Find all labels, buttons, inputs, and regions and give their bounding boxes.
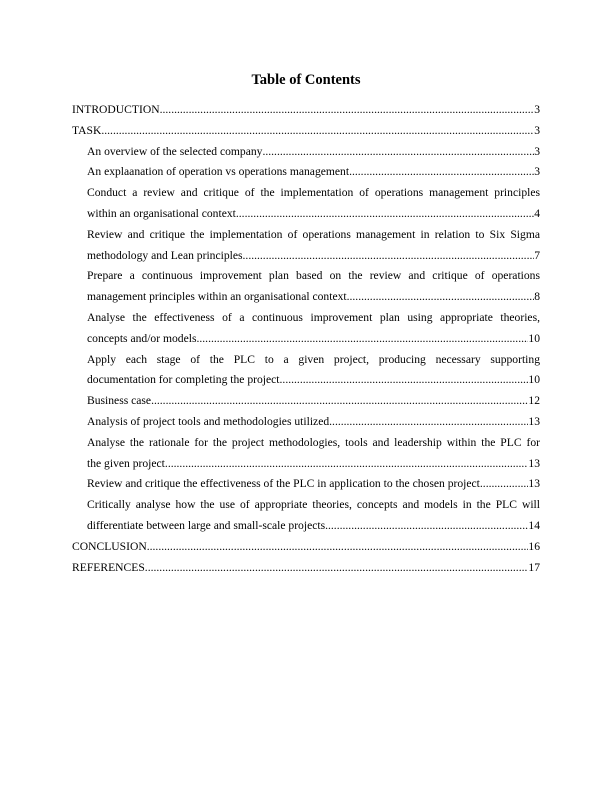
dot-leader [236, 204, 534, 225]
toc-entry-page-number[interactable]: 3 [534, 144, 540, 158]
toc-entry[interactable] [72, 558, 540, 579]
toc-entry[interactable] [72, 537, 540, 558]
toc-entry-title[interactable]: TASK [72, 123, 102, 137]
dot-leader [480, 474, 529, 495]
dot-leader [262, 142, 534, 163]
toc-entry-leader-line [72, 558, 540, 579]
toc-entry-leader-line [87, 142, 540, 163]
dot-leader [160, 100, 535, 121]
toc-entry-page-number[interactable]: 13 [528, 477, 540, 491]
toc-entry-text-line: Analyse the effectiveness of a continuous improvement plan using appropriate theories, [87, 310, 540, 324]
toc-entry-title[interactable]: concepts and/or models [87, 331, 197, 345]
toc-entry-leader-line [72, 121, 540, 142]
toc-entry-leader-line [87, 454, 540, 475]
toc-entry-page-number[interactable]: 13 [528, 414, 540, 428]
toc-entry[interactable] [72, 391, 540, 412]
toc-entry-page-number[interactable]: 13 [528, 456, 540, 470]
toc-entry-leader-line [87, 370, 540, 391]
dot-leader [329, 412, 528, 433]
toc-entry-leader-line [72, 100, 540, 121]
toc-entry[interactable] [72, 350, 540, 392]
page-title: Table of Contents [251, 72, 361, 88]
toc-entry-title[interactable]: Review and critique the effectiveness of the PLC in application to the chosen project [87, 477, 480, 491]
toc-entry-page-number[interactable]: 3 [534, 123, 540, 137]
toc-entry-leader-line [87, 391, 540, 412]
toc-entry-title[interactable]: Analysis of project tools and methodologies utilized [87, 414, 330, 428]
dot-leader [101, 121, 534, 142]
toc-entry-page-number[interactable]: 14 [528, 518, 540, 532]
toc-entry[interactable] [72, 412, 540, 433]
toc-entry-page-number[interactable]: 16 [528, 539, 540, 553]
dot-leader [243, 246, 535, 267]
dot-leader [280, 370, 529, 391]
toc-entry[interactable] [72, 433, 540, 475]
toc-entry-page-number[interactable]: 3 [534, 103, 540, 116]
toc-entry-title[interactable]: the given project [87, 456, 165, 470]
toc-entry[interactable] [72, 142, 540, 163]
dot-leader [165, 454, 528, 475]
toc-entry-leader-line [87, 474, 540, 495]
toc-entry-page-number[interactable]: 17 [528, 560, 540, 574]
toc-entry-title[interactable]: documentation for completing the project [87, 373, 280, 387]
toc-entry-title[interactable]: An explaanation of operation vs operations management [87, 165, 350, 179]
toc-entry[interactable] [72, 474, 540, 495]
toc-entry-leader-line [87, 287, 540, 308]
toc-entry-leader-line [87, 162, 540, 183]
toc-entry[interactable] [72, 266, 540, 308]
toc-entry-text-line: Apply each stage of the PLC to a given project, producing necessary supporting [87, 352, 540, 366]
dot-leader [349, 162, 534, 183]
toc-entry-page-number[interactable]: 8 [534, 290, 540, 304]
dot-leader [151, 391, 528, 412]
toc-entry-leader-line [87, 412, 540, 433]
toc-entry-page-number[interactable]: 10 [528, 373, 540, 387]
toc-entry-leader-line [72, 537, 540, 558]
toc-entry-page-number[interactable]: 7 [534, 248, 540, 262]
toc-entry-title[interactable]: management principles within an organisational context [87, 290, 347, 304]
toc-entry-page-number[interactable]: 12 [528, 394, 540, 408]
toc-entry[interactable] [72, 162, 540, 183]
toc-entry-title[interactable]: differentiate between large and small-scale projects [87, 518, 326, 532]
toc-entry[interactable] [72, 495, 540, 537]
toc-entry[interactable] [72, 100, 540, 121]
toc-entry-title[interactable]: within an organisational context [87, 206, 236, 220]
toc-entry-text-line: Critically analyse how the use of appropriate theories, concepts and models in the PLC will [87, 498, 540, 512]
toc-entry-title[interactable]: An overview of the selected company [87, 144, 263, 158]
toc-entry-title[interactable]: methodology and Lean principles [87, 248, 243, 262]
toc-entry-text-line: Review and critique the implementation of operations management in relation to Six Sigma [87, 227, 540, 241]
toc-entry-text-line: Prepare a continuous improvement plan based on the review and critique of operations [87, 269, 540, 283]
toc-entry-title[interactable]: CONCLUSION [72, 539, 147, 553]
toc-entry-leader-line [87, 329, 540, 350]
toc-entry-page-number[interactable]: 4 [534, 206, 540, 220]
dot-leader [145, 558, 529, 579]
dot-leader [147, 537, 529, 558]
dot-leader [325, 516, 528, 537]
toc-entry-page-number[interactable]: 10 [528, 331, 540, 345]
toc-entry-leader-line [87, 204, 540, 225]
toc-entry-title[interactable]: Business case [87, 394, 152, 408]
toc-entry[interactable] [72, 121, 540, 142]
toc-entry-leader-line [87, 246, 540, 267]
toc-entry-text-line: Analyse the rationale for the project methodologies, tools and leadership within the PLC for [87, 435, 540, 449]
toc-entry[interactable] [72, 183, 540, 225]
dot-leader [347, 287, 535, 308]
table-of-contents [72, 100, 540, 578]
dot-leader [196, 329, 528, 350]
toc-entry[interactable] [72, 225, 540, 267]
toc-entry-title[interactable]: INTRODUCTION [72, 103, 160, 116]
toc-entry-page-number[interactable]: 3 [534, 165, 540, 179]
toc-entry[interactable] [72, 308, 540, 350]
toc-entry-title[interactable]: REFERENCES [72, 560, 145, 574]
toc-entry-text-line: Conduct a review and critique of the implementation of operations management principles [87, 186, 540, 200]
toc-entry-leader-line [87, 516, 540, 537]
